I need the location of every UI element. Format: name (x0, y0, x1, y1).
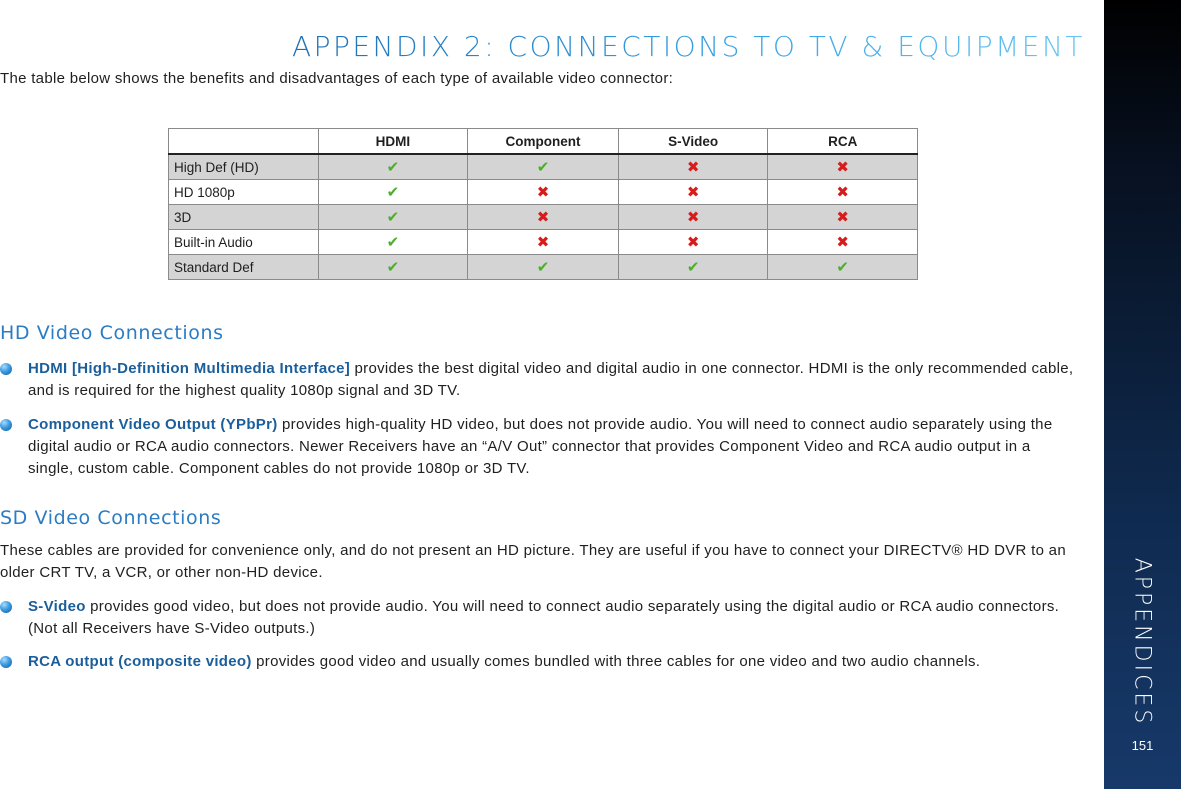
cell-s-video-check-icon: ✔ (618, 255, 768, 280)
bullet-text: provides high-quality HD video, but does not provide audio. You will need to connect audio separately using the digital audio or RCA audio connectors. Newer Receivers have an “A/V Out” connector that provides Component Video and RCA audio output in a single, custom cable. Component cables do not provide 1080p or 3D TV. (28, 416, 1053, 477)
table-row (169, 255, 918, 280)
cell-s-video-cross-icon: ✖ (618, 154, 768, 180)
list-item-rca (0, 651, 1030, 673)
table-row (169, 205, 918, 230)
sd-section-heading: SD Video Connections (0, 507, 222, 529)
appendices-side-tab (1104, 0, 1181, 789)
cell-hdmi-check-icon: ✔ (318, 205, 468, 230)
cell-component-cross-icon: ✖ (468, 180, 619, 205)
column-header-rca: RCA (768, 129, 918, 155)
cell-s-video-cross-icon: ✖ (618, 205, 768, 230)
row-label: 3D (169, 205, 319, 230)
cell-component-check-icon: ✔ (468, 154, 619, 180)
table-row (169, 180, 918, 205)
list-item-hdmi (0, 358, 1080, 402)
bullet-paragraph (28, 596, 1080, 640)
row-label: Built-in Audio (169, 230, 319, 255)
list-item-component (0, 414, 1080, 480)
list-item-s-video (0, 596, 1080, 640)
side-tab-label: APPENDICES (1129, 557, 1155, 727)
cell-rca-cross-icon: ✖ (768, 230, 918, 255)
bullet-text: provides good video and usually comes bundled with three cables for one video and two audio channels. (251, 653, 981, 670)
page-number: 151 (1131, 738, 1154, 753)
page-title: APPENDIX 2: CONNECTIONS TO TV & EQUIPMENT (291, 30, 1085, 63)
bullet-term: RCA output (composite video) (28, 653, 252, 670)
intro-text: The table below shows the benefits and disadvantages of each type of available video connector: (0, 70, 674, 87)
column-header-feature (169, 129, 319, 155)
cell-hdmi-check-icon: ✔ (318, 255, 468, 280)
column-header-s-video: S-Video (618, 129, 768, 155)
hd-section-heading: HD Video Connections (0, 322, 224, 344)
bullet-icon (0, 601, 12, 613)
cell-hdmi-check-icon: ✔ (318, 230, 468, 255)
bullet-text: provides good video, but does not provide audio. You will need to connect audio separately using the digital audio or RCA audio connectors. (Not all Receivers have S-Video outputs.) (28, 598, 1060, 637)
table-row (169, 230, 918, 255)
connector-comparison-table (168, 128, 918, 280)
row-label: High Def (HD) (169, 154, 319, 180)
cell-rca-cross-icon: ✖ (768, 154, 918, 180)
sd-intro-text: These cables are provided for convenience only, and do not present an HD picture. They are useful if you have to connect your DIRECTV® HD DVR to an older CRT TV, a VCR, or other non-HD device. (0, 542, 1066, 581)
bullet-term: HDMI [High-Definition Multimedia Interface] (28, 360, 351, 377)
cell-hdmi-check-icon: ✔ (318, 154, 468, 180)
bullet-icon (0, 363, 12, 375)
cell-rca-check-icon: ✔ (768, 255, 918, 280)
cell-component-check-icon: ✔ (468, 255, 619, 280)
bullet-text: provides the best digital video and digital audio in one connector. HDMI is the only recommended cable, and is required for the highest quality 1080p signal and 3D TV. (28, 360, 1074, 399)
cell-hdmi-check-icon: ✔ (318, 180, 468, 205)
column-header-hdmi: HDMI (318, 129, 468, 155)
row-label: Standard Def (169, 255, 319, 280)
column-header-component: Component (468, 129, 619, 155)
cell-s-video-cross-icon: ✖ (618, 230, 768, 255)
row-label: HD 1080p (169, 180, 319, 205)
cell-s-video-cross-icon: ✖ (618, 180, 768, 205)
bullet-paragraph (28, 651, 1030, 673)
bullet-icon (0, 419, 12, 431)
bullet-term: S-Video (28, 598, 86, 615)
cell-rca-cross-icon: ✖ (768, 205, 918, 230)
bullet-paragraph (28, 414, 1080, 480)
cell-rca-cross-icon: ✖ (768, 180, 918, 205)
bullet-icon (0, 656, 12, 668)
cell-component-cross-icon: ✖ (468, 230, 619, 255)
cell-component-cross-icon: ✖ (468, 205, 619, 230)
bullet-term: Component Video Output (YPbPr) (28, 416, 278, 433)
table-header-row (169, 129, 918, 155)
table-row (169, 154, 918, 180)
bullet-paragraph (28, 358, 1080, 402)
